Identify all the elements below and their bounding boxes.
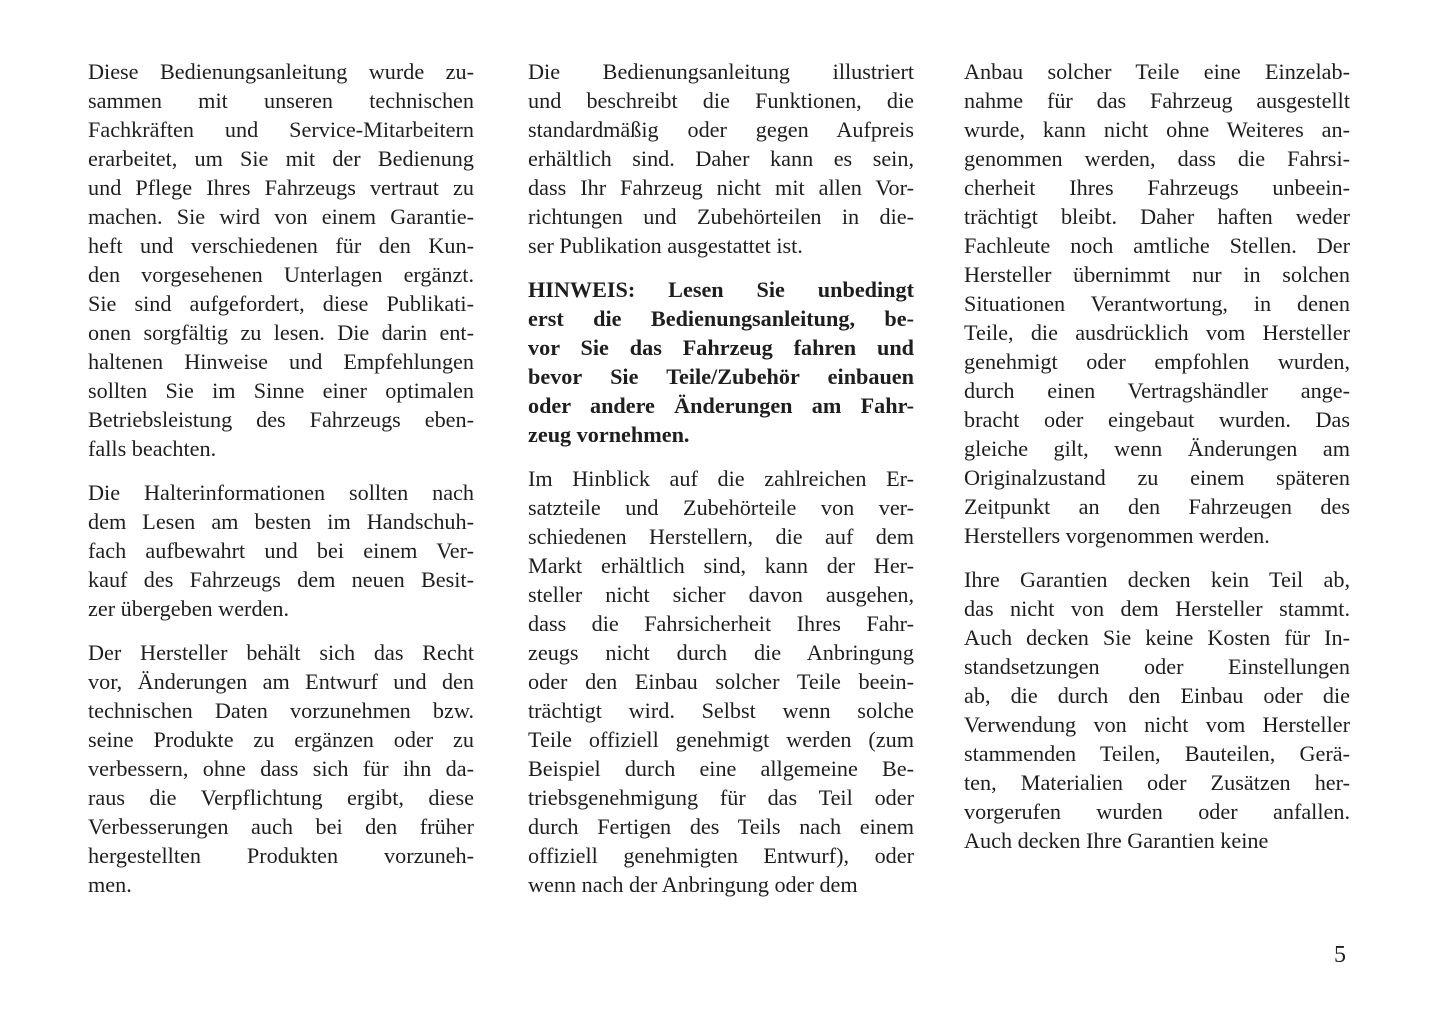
text-line: bracht oder eingebaut wurden. Das bbox=[964, 407, 1350, 432]
text-line: dass Ihr Fahrzeug nicht mit allen Vor- bbox=[528, 175, 914, 200]
text-line: offiziell genehmigten Entwurf), oder bbox=[528, 843, 914, 868]
text-line: raus die Verpflichtung ergibt, diese bbox=[88, 785, 474, 810]
text-line: Anbau solcher Teile eine Einzelab- bbox=[964, 59, 1350, 84]
page-number: 5 bbox=[1334, 942, 1346, 968]
text-line: hergestellten Produkten vorzuneh- bbox=[88, 843, 474, 868]
text-line: wenn nach der Anbringung oder dem bbox=[528, 872, 858, 897]
text-line: richtungen und Zubehörteilen in die- bbox=[528, 204, 914, 229]
text-line: Markt erhältlich sind, kann der Her- bbox=[528, 553, 914, 578]
text-line: ten, Materialien oder Zusätzen her- bbox=[964, 770, 1350, 795]
text-line: Beispiel durch eine allgemeine Be- bbox=[528, 756, 914, 781]
text-line: vor, Änderungen am Entwurf und den bbox=[88, 669, 474, 694]
text-line: durch einen Vertragshändler ange- bbox=[964, 378, 1350, 403]
text-column-1 bbox=[88, 57, 474, 914]
text-line: Originalzustand zu einem späteren bbox=[964, 465, 1350, 490]
text-line: ab, die durch den Einbau oder die bbox=[964, 683, 1350, 708]
text-line: Sie sind aufgefordert, diese Publikati- bbox=[88, 291, 474, 316]
text-line: oder andere Änderungen am Fahr- bbox=[528, 393, 914, 418]
text-line: standardmäßig oder gegen Aufpreis bbox=[528, 117, 914, 142]
text-line: trächtigt bleibt. Daher haften weder bbox=[964, 204, 1350, 229]
text-line: den vorgesehenen Unterlagen ergänzt. bbox=[88, 262, 474, 287]
text-line: Fachkräften und Service-Mitarbeitern bbox=[88, 117, 474, 142]
text-line: Teile offiziell genehmigt werden (zum bbox=[528, 727, 914, 752]
text-line: standsetzungen oder Einstellungen bbox=[964, 654, 1350, 679]
text-line: wurde, kann nicht ohne Weiteres an- bbox=[964, 117, 1350, 142]
text-line: Betriebsleistung des Fahrzeugs eben- bbox=[88, 407, 474, 432]
text-line: ser Publikation ausgestattet ist. bbox=[528, 233, 803, 258]
text-line: Auch decken Sie keine Kosten für In- bbox=[964, 625, 1350, 650]
text-line: genehmigt oder empfohlen wurden, bbox=[964, 349, 1350, 374]
text-line: Situationen Verantwortung, in denen bbox=[964, 291, 1350, 316]
text-line: genommen werden, dass die Fahrsi- bbox=[964, 146, 1350, 171]
text-line: erst die Bedienungsanleitung, be- bbox=[528, 306, 914, 331]
text-line: bevor Sie Teile/Zubehör einbauen bbox=[528, 364, 914, 389]
text-line: Verbesserungen auch bei den früher bbox=[88, 814, 474, 839]
text-line: Hersteller übernimmt nur in solchen bbox=[964, 262, 1350, 287]
text-line: erarbeitet, um Sie mit der Bedienung bbox=[88, 146, 474, 171]
text-line: durch Fertigen des Teils nach einem bbox=[528, 814, 914, 839]
paragraph bbox=[528, 57, 914, 260]
text-line: zeugs nicht durch die Anbringung bbox=[528, 640, 914, 665]
text-line: Herstellers vorgenommen werden. bbox=[964, 523, 1270, 548]
text-line: zeug vornehmen. bbox=[528, 422, 690, 447]
text-line: Fachleute noch amtliche Stellen. Der bbox=[964, 233, 1350, 258]
text-line: Die Halterinformationen sollten nach bbox=[88, 480, 474, 505]
text-line: Im Hinblick auf die zahlreichen Er- bbox=[528, 466, 914, 491]
text-line: sammen mit unseren technischen bbox=[88, 88, 474, 113]
text-line: technischen Daten vorzunehmen bzw. bbox=[88, 698, 474, 723]
text-line: erhältlich sind. Daher kann es sein, bbox=[528, 146, 914, 171]
text-line: vorgerufen wurden oder anfallen. bbox=[964, 799, 1350, 824]
text-line: men. bbox=[88, 872, 132, 897]
text-line: schiedenen Herstellern, die auf dem bbox=[528, 524, 914, 549]
text-line: heft und verschiedenen für den Kun- bbox=[88, 233, 474, 258]
text-line: seine Produkte zu ergänzen oder zu bbox=[88, 727, 474, 752]
text-line: machen. Sie wird von einem Garantie- bbox=[88, 204, 474, 229]
text-line: steller nicht sicher davon ausgehen, bbox=[528, 582, 914, 607]
text-line: stammenden Teilen, Bauteilen, Gerä- bbox=[964, 741, 1350, 766]
text-line: falls beachten. bbox=[88, 436, 217, 461]
text-line: fach aufbewahrt und bei einem Ver- bbox=[88, 538, 474, 563]
text-line: Die Bedienungsanleitung illustriert bbox=[528, 59, 914, 84]
text-line: dem Lesen am besten im Handschuh- bbox=[88, 509, 474, 534]
text-column-3 bbox=[964, 57, 1350, 870]
text-line: triebsgenehmigung für das Teil oder bbox=[528, 785, 914, 810]
text-line: vor Sie das Fahrzeug fahren und bbox=[528, 335, 914, 360]
text-line: Teile, die ausdrücklich vom Hersteller bbox=[964, 320, 1350, 345]
text-line: onen sorgfältig zu lesen. Die darin ent- bbox=[88, 320, 474, 345]
text-line: Ihre Garantien decken kein Teil ab, bbox=[964, 567, 1350, 592]
text-column-2 bbox=[528, 57, 914, 914]
text-line: und beschreibt die Funktionen, die bbox=[528, 88, 914, 113]
text-line: Der Hersteller behält sich das Recht bbox=[88, 640, 474, 665]
text-line: cherheit Ihres Fahrzeugs unbeein- bbox=[964, 175, 1350, 200]
text-line: dass die Fahrsicherheit Ihres Fahr- bbox=[528, 611, 914, 636]
paragraph bbox=[964, 565, 1350, 855]
text-line: HINWEIS: Lesen Sie unbedingt bbox=[528, 277, 914, 302]
text-line: nahme für das Fahrzeug ausgestellt bbox=[964, 88, 1350, 113]
paragraph bbox=[88, 57, 474, 463]
text-line: satzteile und Zubehörteile von ver- bbox=[528, 495, 914, 520]
notice-paragraph bbox=[528, 275, 914, 449]
paragraph bbox=[88, 638, 474, 899]
text-line: Verwendung von nicht vom Hersteller bbox=[964, 712, 1350, 737]
text-line: Diese Bedienungsanleitung wurde zu- bbox=[88, 59, 474, 84]
text-line: sollten Sie im Sinne einer optimalen bbox=[88, 378, 474, 403]
text-line: Zeitpunkt an den Fahrzeugen des bbox=[964, 494, 1350, 519]
text-line: oder den Einbau solcher Teile beein- bbox=[528, 669, 914, 694]
text-line: haltenen Hinweise und Empfehlungen bbox=[88, 349, 474, 374]
text-line: gleiche gilt, wenn Änderungen am bbox=[964, 436, 1350, 461]
text-line: trächtigt wird. Selbst wenn solche bbox=[528, 698, 914, 723]
paragraph bbox=[528, 464, 914, 899]
text-line: zer übergeben werden. bbox=[88, 596, 290, 621]
paragraph bbox=[964, 57, 1350, 550]
text-line: Auch decken Ihre Garantien keine bbox=[964, 828, 1269, 853]
text-line: verbessern, ohne dass sich für ihn da- bbox=[88, 756, 474, 781]
text-line: und Pflege Ihres Fahrzeugs vertraut zu bbox=[88, 175, 474, 200]
paragraph bbox=[88, 478, 474, 623]
text-line: kauf des Fahrzeugs dem neuen Besit- bbox=[88, 567, 474, 592]
text-line: das nicht von dem Hersteller stammt. bbox=[964, 596, 1350, 621]
